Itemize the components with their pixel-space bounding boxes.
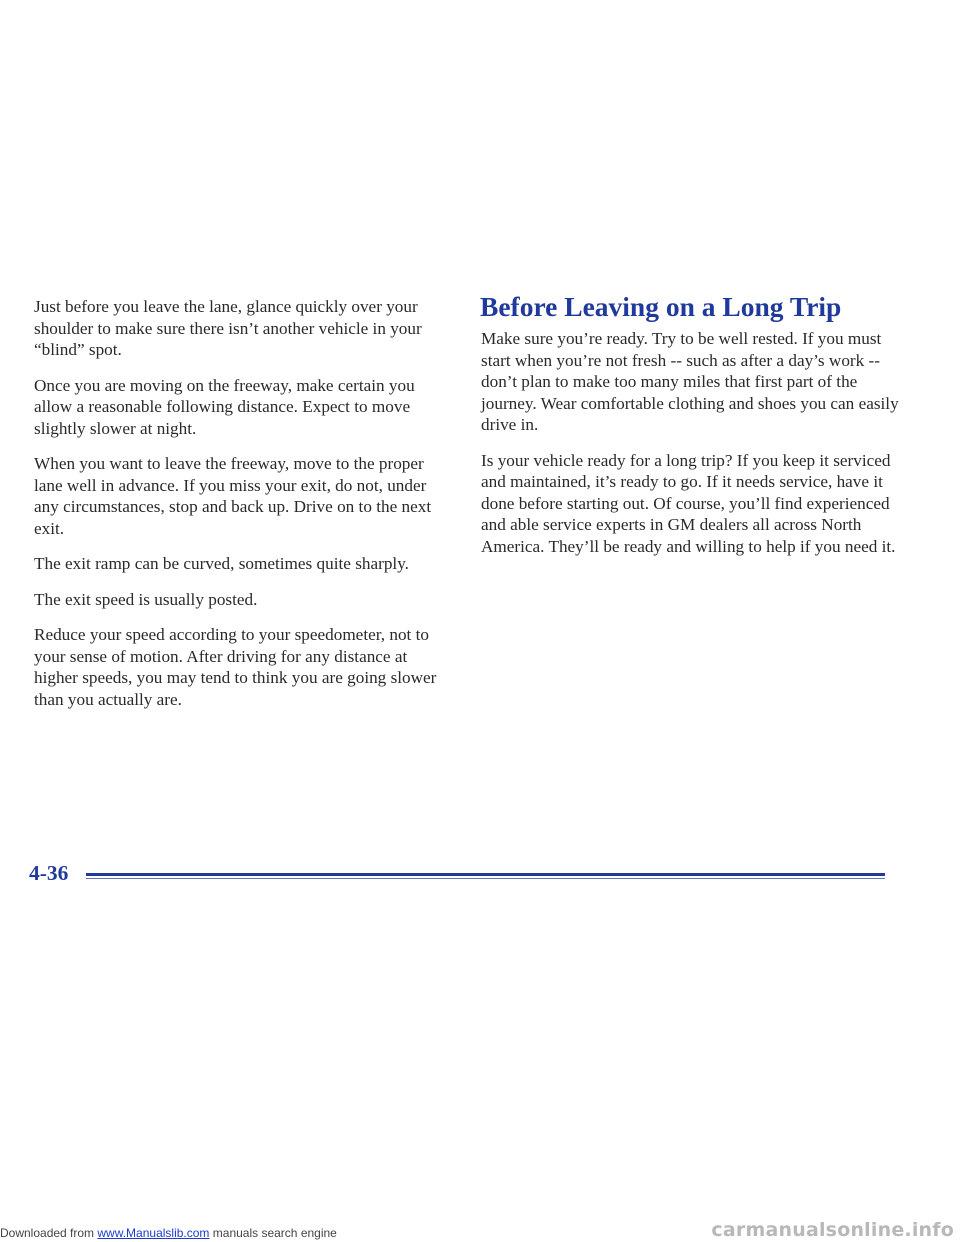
left-paragraph-5: The exit speed is usually posted. (34, 589, 258, 609)
footer-suffix: manuals search engine (209, 1226, 337, 1240)
page-number: 4-36 (29, 861, 69, 885)
left-paragraph-6: Reduce your speed according to your speedometer, not to your sense of motion. After driving for any distance at higher speeds, you may tend to think you are going slower than you actually are. (34, 625, 437, 709)
left-paragraph-3: When you want to leave the freeway, move to the proper lane well in advance. If you miss your exit, do not, under any circumstances, stop and back up. Drive on to the next exit. (34, 454, 432, 538)
left-paragraph-4: The exit ramp can be curved, sometimes quite sharply. (34, 554, 409, 573)
footer-rule-thin (86, 878, 885, 879)
right-paragraph-2: Is your vehicle ready for a long trip? If you keep it serviced and maintained, it’s ready to go. If it needs service, have it done before starting out. Of course, you’ll find experienced and able service experts in GM dealers all across North America. They’ll be ready and willing to help if you need it. (481, 450, 896, 556)
left-paragraph-2: Once you are moving on the freeway, make certain you allow a reasonable following distance. Expect to move slightly slower at night. (34, 375, 415, 438)
footer-rule-thick (86, 873, 885, 876)
section-heading: Before Leaving on a Long Trip (480, 291, 842, 322)
left-text-column (34, 296, 449, 724)
right-text-column (481, 328, 901, 571)
manualslib-link[interactable]: www.Manualslib.com (97, 1226, 210, 1240)
footer-prefix: Downloaded from (0, 1226, 98, 1240)
site-watermark: carmanualsonline.info (711, 1219, 954, 1241)
right-paragraph-1: Make sure you’re ready. Try to be well rested. If you must start when you’re not fresh -- such as after a day’s work -- don’t plan to make too many miles that first part of the journey. Wear comfortable clothing and shoes you can easily drive in. (481, 329, 899, 434)
left-paragraph-1: Just before you leave the lane, glance quickly over your shoulder to make sure there isn’t another vehicle in your “blind” spot. (34, 297, 422, 359)
download-footer (0, 1226, 337, 1240)
